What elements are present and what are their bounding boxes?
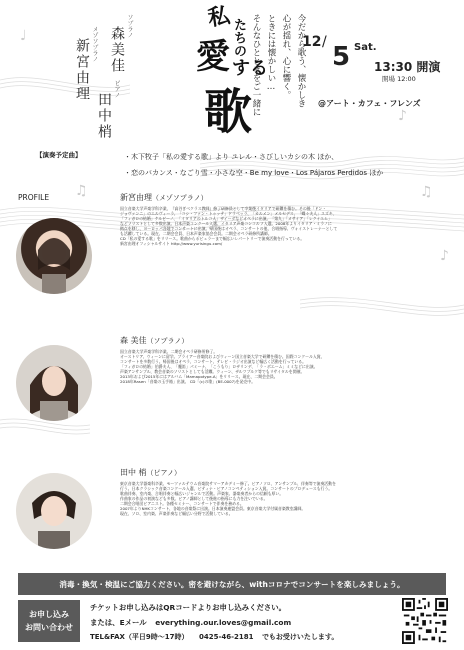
profile-name: 新宮由理（メゾソプラノ） — [120, 193, 208, 202]
contact-label: お問い合わせ — [25, 623, 73, 632]
event-open-time: 開場 12:00 — [382, 75, 416, 83]
svg-text:♫: ♫ — [75, 183, 88, 199]
performer-role: メゾソプラノ — [91, 26, 98, 62]
event-venue: @アート・カフェ・フレンズ — [318, 99, 421, 108]
contact-info — [90, 602, 390, 642]
event-day: 5 — [332, 42, 351, 72]
contact-tel-suffix: でもお受けいたします。 — [261, 633, 339, 641]
contact-email[interactable]: everything.our.loves@gmail.com — [155, 618, 292, 627]
event-time: 13:30 開演 — [374, 60, 441, 74]
program-line: ・恋のバカンス・なごり雪・小さな空・Be my love・Los Pájaros Perdidos ほか — [124, 169, 384, 177]
title-char: 私 — [206, 2, 232, 32]
contact-line: チケットお申し込みはQRコードよりお申し込みください。 — [90, 603, 287, 612]
performer-name: 新宮由理 — [74, 38, 90, 102]
svg-text:♪: ♪ — [398, 108, 407, 124]
covid-banner — [18, 573, 446, 595]
contact-email-prefix: または、Eメール — [90, 618, 147, 627]
profile-name: 森 美佳（ソプラノ） — [120, 336, 189, 345]
poem-line: そんなひとときをご一緒に — [251, 14, 261, 116]
avatar-soprano-photo — [16, 345, 92, 421]
title-char: 愛 — [196, 37, 230, 77]
event-date — [300, 24, 460, 124]
contact-tel[interactable]: 0425-46-2181 — [198, 633, 254, 641]
svg-text:♫: ♫ — [420, 184, 433, 200]
profile-heading: PROFILE — [18, 193, 50, 202]
title-char: 歌 — [204, 84, 253, 140]
title-char: たちの — [231, 18, 246, 57]
profile-piano — [0, 465, 464, 575]
poem-line: 心が揺れ、心に響く。 — [281, 14, 291, 99]
svg-text:♪: ♪ — [440, 248, 449, 264]
profile-text: 国立音楽大学声楽学科卒業。二期会オペラ研修所修了。 オーストリア、ウィーンに留学。ブライアー音楽院およびウィーン国立音楽大学で研鑽を積む。国際コンクール入賞、 コンサートを多数行う。帰国後はオペラ、コンサート、テレビ・ラジオ出演など幅広く活動を行っている。 「フィガロの結婚」伯爵夫人、「魔笛」パミーナ、「こうもり」ロザリンデ、「ラ・ボエーム」ミミなどに出演。 声楽アンサンブル、教会音楽のソリストとしても活躍。ウィーン、ザルツブルク等でもリサイタルを開催。 2013年および2015年にはアルバム「Mamapotype-A」をリリース。現在、二期会会員。 2018年Rasen「音楽の玉手箱」出演。 CD「(c)の歌」(BE-0007)を発売中。 — [120, 349, 325, 384]
intro-poem — [250, 14, 307, 134]
event-weekday: Sat. — [354, 42, 377, 53]
event-month: 12 — [302, 34, 322, 50]
performer-name: 森美佳 — [109, 26, 125, 74]
avatar-mezzo-photo — [16, 218, 92, 294]
svg-text:♩: ♩ — [20, 28, 27, 44]
contact-tel-prefix: TEL&FAX（平日9時〜17時） — [90, 633, 189, 641]
qr-code[interactable] — [402, 598, 448, 644]
poem-line: 今だから歌う、懐かしき — [296, 14, 306, 108]
program-label: 【演奏予定曲】 — [36, 151, 82, 159]
program-line: ・木下牧子「私の愛する歌」より ユレル・さびしいカシの木 ほか、 — [124, 153, 339, 161]
contact-label-box — [18, 600, 80, 642]
contact-label: お申し込み — [29, 610, 69, 619]
profile-mezzo — [0, 190, 464, 330]
date-slash: / — [322, 34, 327, 50]
title-char: する — [232, 58, 268, 79]
profile-text: 国立音楽大学声楽学科卒業、『高谷ぎベクラス教師』修了研修員として卒業後イタリアで研鑽を積む。その後「ドン・ ジョヴァンニ」のエルヴィーラ、「コシ・ファン・トゥッテ」ドラベッラ、「カルメン」メルセデス、「蝶々夫人」スズキ、 「フィガロの結婚」ケルビーノ、「イタリアのトルコ人」ザイーダなどオペラに出演。「第九」「メサイア」「レクイエム」 などソリストとして多数出演。日本声楽コンクール入選、イタリア声楽コンコルソ入選。2008年よりイタリア・ミラノに 拠点を移し、ヨーロッパ各地でコンサートに出演。帰国後はオペラ、コンサートの他、合唱指導、ヴォイストレーナーとして も活躍している。現在、二期会会員、日本声楽家協会会員。二期会オペラ研修所講師。 CD「私の愛する歌」をリリース。歌曲からポピュラーまで幅広いレパートリーで演奏活動を行っている。 新宮由理オフィシャルサイト http://www.yurisingu.com/ — [120, 206, 338, 246]
profile-name: 田中 梢（ピアノ） — [120, 468, 181, 477]
performer-name: 田中梢 — [96, 92, 112, 140]
avatar-piano-photo — [16, 473, 92, 549]
performer-role: ソプラノ — [126, 14, 133, 38]
poem-line: ときには懐かしい… — [266, 14, 276, 92]
profile-soprano — [0, 333, 464, 463]
banner-text: 消毒・換気・検温にご協力ください。密を避けながら、withコロナでコンサートを楽しみましょう。 — [59, 579, 405, 589]
performer-role: ピアノ — [113, 80, 120, 98]
profile-text: 東京音楽大学器楽科卒業、モーツァルテウム音楽院サマーアカデミー修了。ピアノソロ、アンサンブル、伴奏等で演奏活動を 行う。日本クラシック音楽コンクール入選、ピティナ・ピアノコンペティション入賞。コンサートのプロデュースも行う。 歌曲伴奏、室内楽、合唱伴奏と幅広いジャンルで活動。声楽家、器楽奏者からの信頼も厚い。 作曲家の作品の初演なども多数。ピアノ講師として後進の指導にも力を注いでいる。 二期会合唱団ピアニスト。各種セミナー、コンサートで伴奏を務める。 2007年よりNHKコンサート、各地の音楽祭に出演。日本演奏連盟会員。東京音楽大学付属音楽教室講師。 現在、ソロ、室内楽、声楽伴奏など幅広い分野で活動している。 — [120, 481, 336, 516]
